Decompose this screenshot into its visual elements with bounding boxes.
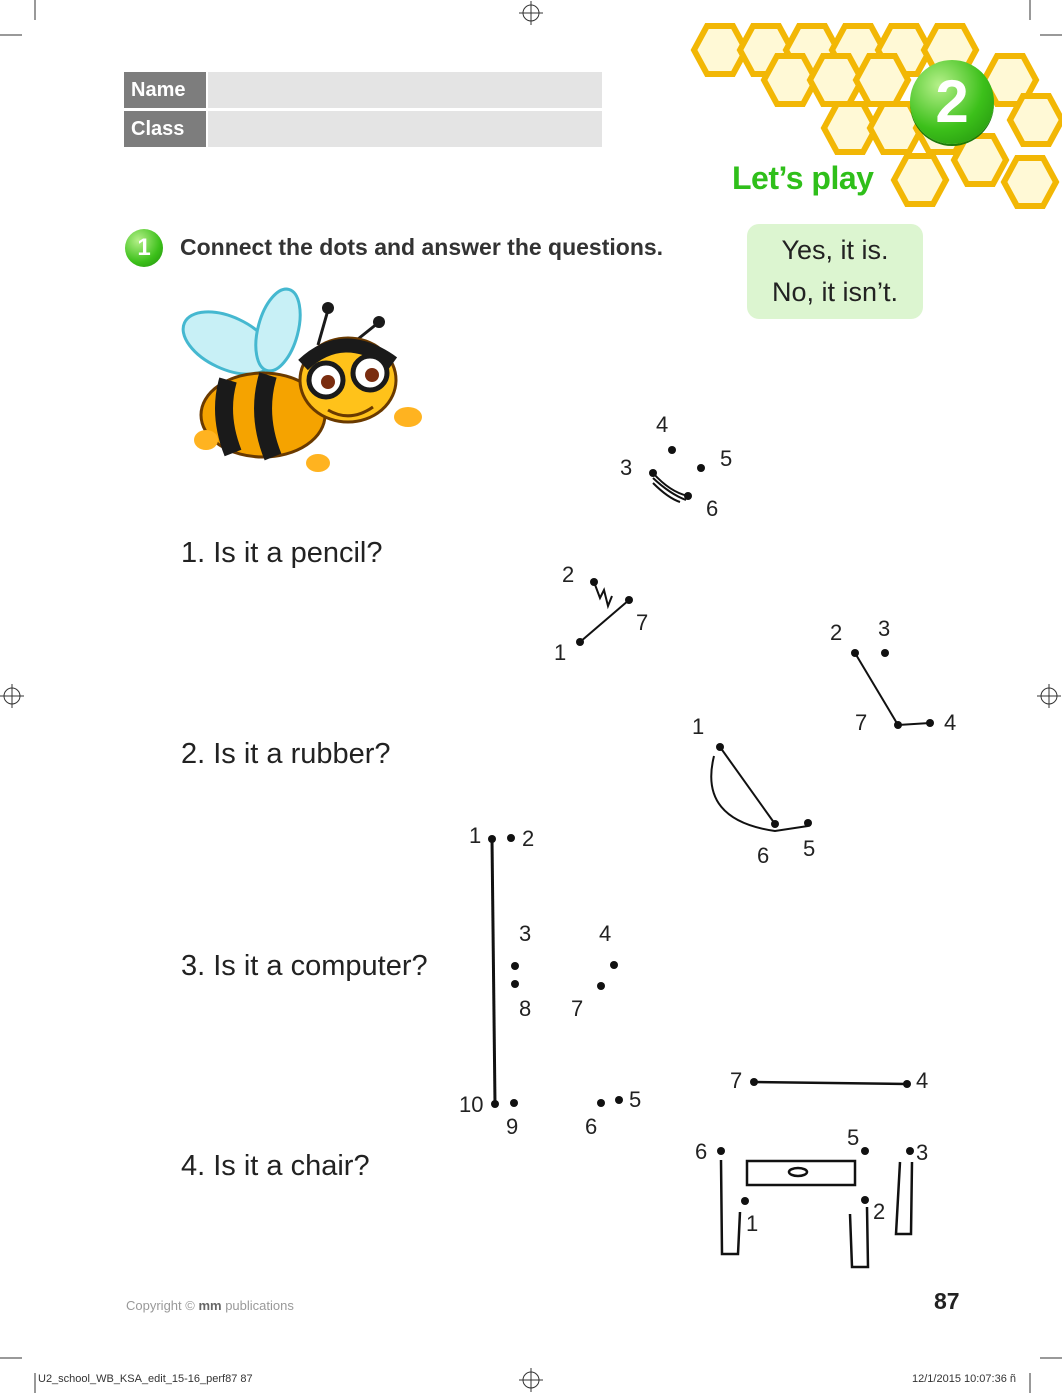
name-field[interactable] xyxy=(208,72,602,108)
print-slug-date: 12/1/2015 10:07:36 ñ xyxy=(912,1373,1016,1385)
puzzle-1-lines xyxy=(580,473,688,642)
class-field[interactable] xyxy=(208,111,602,147)
bee-wings xyxy=(178,285,308,387)
answer-options-box xyxy=(747,224,923,319)
puzzle-1-label-3: 3 xyxy=(620,455,633,480)
puzzle-1-label-5: 5 xyxy=(720,446,733,471)
puzzle-4-label-7: 7 xyxy=(730,1068,743,1093)
print-slug-file: U2_school_WB_KSA_edit_15-16_perf87 87 xyxy=(38,1373,253,1385)
bee-mascot-image xyxy=(178,285,433,500)
publisher-logo: mm xyxy=(198,1298,222,1313)
puzzle-2-dots xyxy=(716,649,934,828)
exercise-number-badge: 1 xyxy=(125,229,163,267)
exercise-instruction: Connect the dots and answer the questions. xyxy=(180,234,664,260)
name-label: Name xyxy=(124,72,206,108)
puzzle-4-label-5: 5 xyxy=(847,1125,860,1150)
dot-puzzle-2 xyxy=(680,610,980,875)
puzzle-1-label-7: 7 xyxy=(636,610,649,635)
puzzle-2-label-4: 4 xyxy=(944,710,957,735)
dot-puzzle-4 xyxy=(690,1062,950,1272)
section-title: Let’s play xyxy=(732,160,874,196)
puzzle-4-lines xyxy=(721,1082,912,1267)
publisher-name: publications xyxy=(225,1298,294,1313)
question-2: 2. Is it a rubber? xyxy=(181,738,391,770)
puzzle-4-label-6: 6 xyxy=(695,1139,708,1164)
puzzle-2-label-1: 1 xyxy=(692,714,705,739)
puzzle-3-label-3: 3 xyxy=(519,921,532,946)
puzzle-1-label-1: 1 xyxy=(554,640,567,665)
puzzle-3-label-7: 7 xyxy=(571,996,584,1021)
puzzle-1-label-2: 2 xyxy=(562,562,575,587)
question-3: 3. Is it a computer? xyxy=(181,950,428,982)
puzzle-3-label-5: 5 xyxy=(629,1087,642,1112)
puzzle-3-label-6: 6 xyxy=(585,1114,598,1139)
puzzle-2-label-6: 6 xyxy=(757,843,770,868)
puzzle-2-label-2: 2 xyxy=(830,620,843,645)
name-class-box xyxy=(124,72,602,150)
puzzle-1-label-6: 6 xyxy=(706,496,719,521)
class-row xyxy=(124,111,602,147)
puzzle-4-label-1: 1 xyxy=(746,1211,759,1236)
puzzle-4-label-2: 2 xyxy=(873,1199,886,1224)
puzzle-3-dots xyxy=(488,834,623,1108)
copyright-notice xyxy=(126,1298,294,1313)
puzzle-3-label-1: 1 xyxy=(469,823,482,848)
puzzle-1-label-4: 4 xyxy=(656,412,669,437)
class-label: Class xyxy=(124,111,206,147)
question-1: 1. Is it a pencil? xyxy=(181,537,383,569)
puzzle-3-label-2: 2 xyxy=(522,826,535,851)
puzzle-3-label-4: 4 xyxy=(599,921,612,946)
copyright-prefix: Copyright © xyxy=(126,1298,195,1313)
puzzle-3-label-8: 8 xyxy=(519,996,532,1021)
puzzle-3-label-9: 9 xyxy=(506,1114,519,1139)
puzzle-4-label-4: 4 xyxy=(916,1068,929,1093)
puzzle-4-label-3: 3 xyxy=(916,1140,929,1165)
puzzle-2-label-3: 3 xyxy=(878,616,891,641)
answer-option-no: No, it isn’t. xyxy=(771,277,899,307)
question-4: 4. Is it a chair? xyxy=(181,1150,370,1182)
puzzle-2-label-7: 7 xyxy=(855,710,868,735)
page-number: 87 xyxy=(934,1288,960,1314)
answer-option-yes: Yes, it is. xyxy=(781,235,889,265)
bee-head xyxy=(300,302,422,427)
unit-number-badge: 2 xyxy=(910,60,994,144)
puzzle-3-line xyxy=(492,839,495,1104)
dot-puzzle-3 xyxy=(455,815,655,1145)
puzzle-2-lines xyxy=(711,653,930,831)
name-row xyxy=(124,72,602,108)
puzzle-3-label-10: 10 xyxy=(459,1092,484,1117)
puzzle-2-label-5: 5 xyxy=(803,836,816,861)
